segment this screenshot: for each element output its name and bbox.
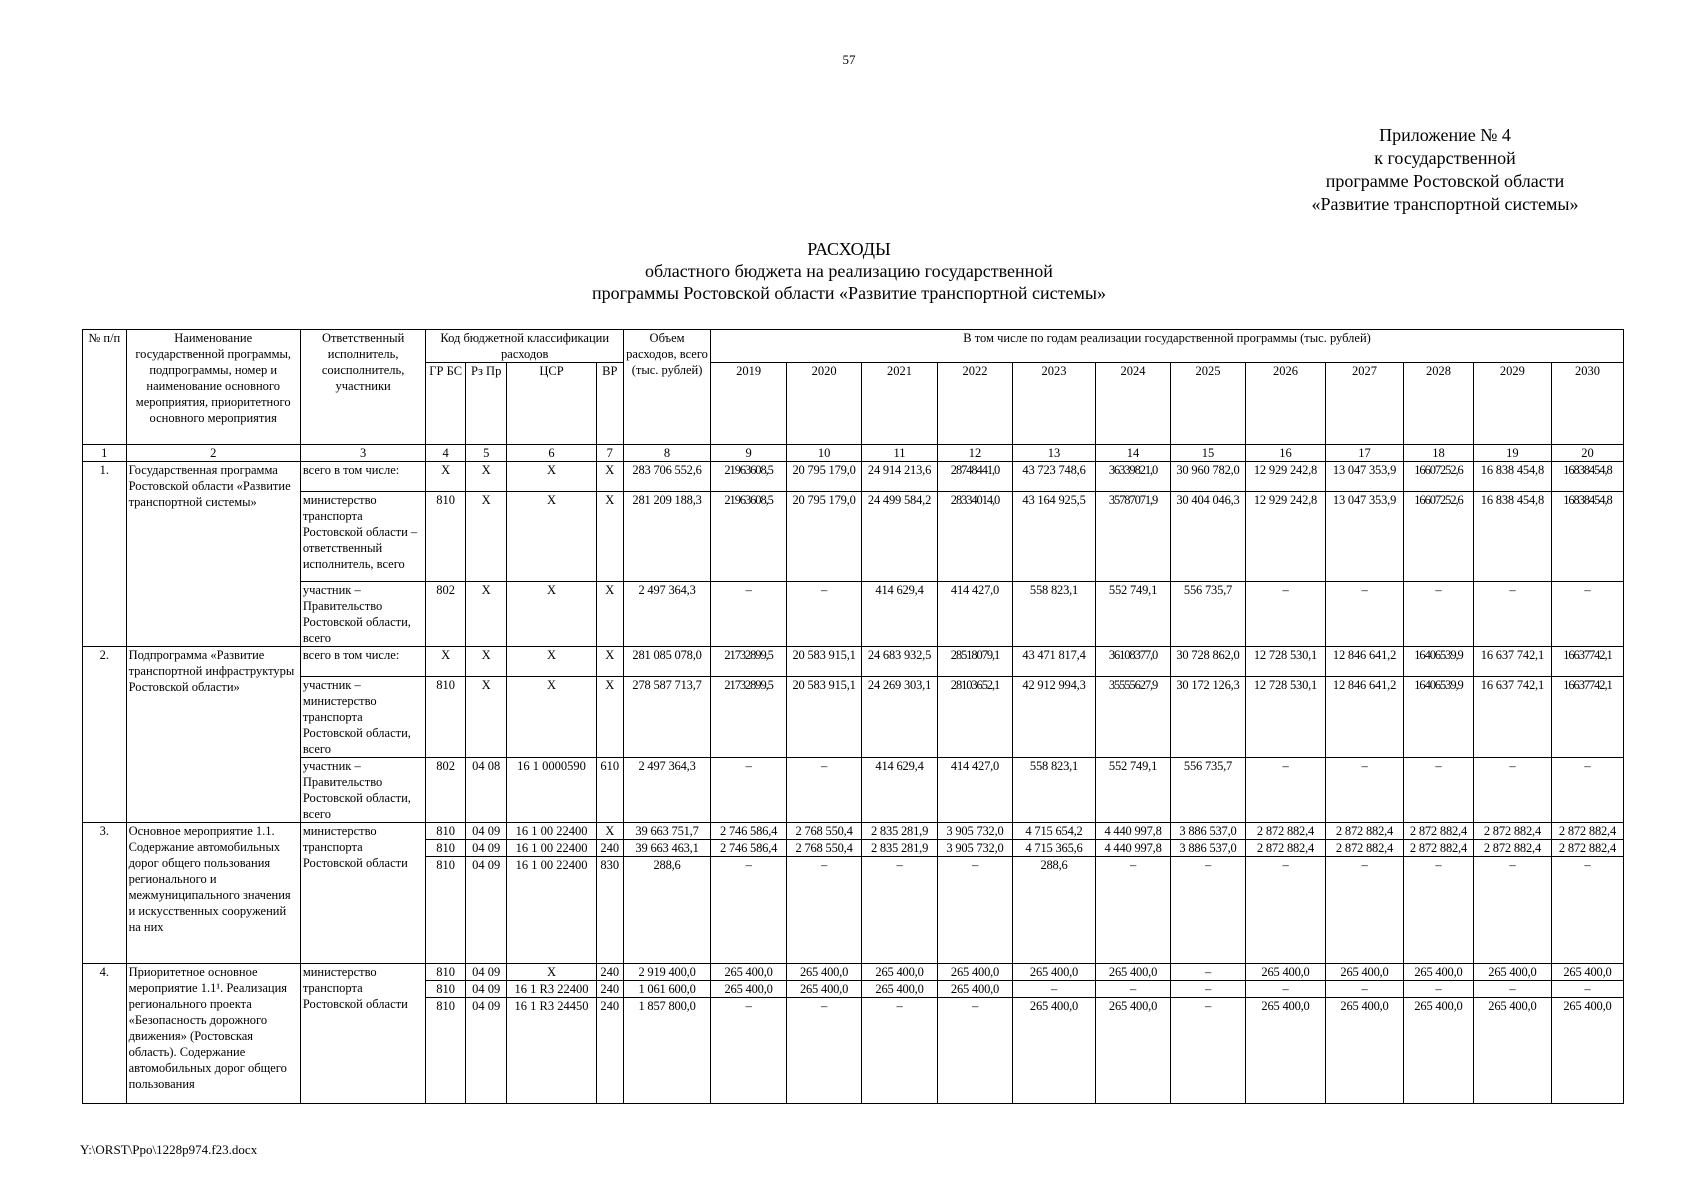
- year-value: 265 400,0: [1404, 998, 1474, 1104]
- total-volume: 39 663 751,7: [623, 823, 710, 840]
- expenses-table: [82, 329, 1624, 1104]
- year-value: 2 872 882,4: [1551, 840, 1623, 857]
- year-value: –: [938, 857, 1013, 964]
- header-executor: Ответственный исполнитель, соисполнитель, участники: [300, 330, 426, 445]
- csr-code: Х: [507, 462, 596, 492]
- csr-code: 16 1 0000590: [507, 758, 596, 823]
- year-value: 12 728 530,1: [1245, 677, 1325, 758]
- year-value: –: [787, 582, 862, 647]
- year-value: 16637742,1: [1551, 647, 1623, 677]
- vr-code: Х: [596, 582, 623, 647]
- row-name: Государственная программа Ростовской области «Развитие транспортной системы»: [126, 462, 300, 647]
- csr-code: 16 1 R3 22400: [507, 981, 596, 998]
- year-value: –: [1096, 981, 1171, 998]
- year-value: –: [1326, 981, 1404, 998]
- year-value: 2 872 882,4: [1326, 840, 1404, 857]
- column-index-cell: 9: [711, 445, 787, 462]
- rzpr-code: 04 08: [465, 758, 507, 823]
- year-value: 265 400,0: [862, 964, 938, 981]
- total-volume: 1 857 800,0: [623, 998, 710, 1104]
- row-name: Подпрограмма «Развитие транспортной инфраструктуры Ростовской области»: [126, 647, 300, 823]
- year-value: 2 835 281,9: [862, 823, 938, 840]
- year-value: 556 735,7: [1171, 582, 1246, 647]
- year-value: 42 912 994,3: [1012, 677, 1095, 758]
- year-value: –: [711, 998, 787, 1104]
- year-value: 30 404 046,3: [1171, 492, 1246, 582]
- year-value: 36108377,0: [1096, 647, 1171, 677]
- total-volume: 281 085 078,0: [623, 647, 710, 677]
- year-value: –: [1245, 758, 1325, 823]
- total-volume: 288,6: [623, 857, 710, 964]
- year-value: 43 723 748,6: [1012, 462, 1095, 492]
- total-volume: 2 497 364,3: [623, 758, 710, 823]
- year-value: –: [938, 998, 1013, 1104]
- year-value: 3 886 537,0: [1171, 823, 1246, 840]
- row-number: 3.: [83, 823, 127, 964]
- year-value: 30 960 782,0: [1171, 462, 1246, 492]
- year-value: 35787071,9: [1096, 492, 1171, 582]
- year-value: 265 400,0: [1012, 964, 1095, 981]
- year-value: –: [1245, 582, 1325, 647]
- grbs-code: 810: [426, 492, 466, 582]
- table-row: [83, 492, 1624, 582]
- year-value: 24 914 213,6: [862, 462, 938, 492]
- year-value: 3 905 732,0: [938, 840, 1013, 857]
- year-value: 28334014,0: [938, 492, 1013, 582]
- year-value: 16838454,8: [1551, 462, 1623, 492]
- year-value: 21963608,5: [711, 492, 787, 582]
- row-executor: всего в том числе:: [300, 647, 426, 677]
- year-value: –: [1171, 857, 1246, 964]
- vr-code: 240: [596, 964, 623, 981]
- year-value: 552 749,1: [1096, 758, 1171, 823]
- year-value: –: [711, 758, 787, 823]
- table-row: [83, 677, 1624, 758]
- year-value: 13 047 353,9: [1326, 492, 1404, 582]
- column-index-cell: 20: [1551, 445, 1623, 462]
- year-value: 265 400,0: [711, 964, 787, 981]
- year-value: 265 400,0: [1551, 998, 1623, 1104]
- column-index-cell: 16: [1245, 445, 1325, 462]
- year-value: 3 905 732,0: [938, 823, 1013, 840]
- year-value: 558 823,1: [1012, 758, 1095, 823]
- column-index-cell: 18: [1404, 445, 1474, 462]
- grbs-code: 810: [426, 981, 466, 998]
- year-value: 414 427,0: [938, 582, 1013, 647]
- column-index-cell: 15: [1171, 445, 1246, 462]
- column-index-cell: 12: [938, 445, 1013, 462]
- year-value: 36339821,0: [1096, 462, 1171, 492]
- year-value: 265 400,0: [938, 981, 1013, 998]
- header-name: Наименование государственной программы, подпрограммы, номер и наименование основного мероприятия, приоритетного основного мероприятия: [126, 330, 300, 445]
- csr-code: 16 1 R3 24450: [507, 998, 596, 1104]
- year-value: 2 746 586,4: [711, 840, 787, 857]
- column-index-cell: 11: [862, 445, 938, 462]
- row-number: 4.: [83, 964, 127, 1104]
- year-value: 265 400,0: [1096, 998, 1171, 1104]
- year-value: 552 749,1: [1096, 582, 1171, 647]
- year-value: –: [862, 998, 938, 1104]
- year-value: –: [711, 857, 787, 964]
- header-year: 2024: [1096, 363, 1171, 445]
- year-value: 16607252,6: [1404, 492, 1474, 582]
- year-value: 16637742,1: [1551, 677, 1623, 758]
- year-value: 265 400,0: [1326, 998, 1404, 1104]
- column-index-cell: 17: [1326, 445, 1404, 462]
- year-value: 265 400,0: [862, 981, 938, 998]
- year-value: 16838454,8: [1551, 492, 1623, 582]
- vr-code: 830: [596, 857, 623, 964]
- csr-code: Х: [507, 677, 596, 758]
- header-year: 2025: [1171, 363, 1246, 445]
- year-value: 13 047 353,9: [1326, 462, 1404, 492]
- vr-code: 240: [596, 840, 623, 857]
- year-value: 265 400,0: [1245, 998, 1325, 1104]
- year-value: 30 728 862,0: [1171, 647, 1246, 677]
- table-row: [83, 582, 1624, 647]
- year-value: –: [787, 998, 862, 1104]
- grbs-code: 810: [426, 823, 466, 840]
- year-value: –: [1473, 981, 1551, 998]
- header-year: 2029: [1473, 363, 1551, 445]
- column-index-cell: 14: [1096, 445, 1171, 462]
- year-value: 265 400,0: [787, 981, 862, 998]
- vr-code: 240: [596, 981, 623, 998]
- year-value: 288,6: [1012, 857, 1095, 964]
- table-row: [83, 647, 1624, 677]
- row-executor: участник – Правительство Ростовской области, всего: [300, 582, 426, 647]
- year-value: 265 400,0: [938, 964, 1013, 981]
- year-value: 265 400,0: [1326, 964, 1404, 981]
- column-index-cell: 5: [465, 445, 507, 462]
- vr-code: Х: [596, 462, 623, 492]
- year-value: –: [1404, 981, 1474, 998]
- rzpr-code: 04 09: [465, 857, 507, 964]
- year-value: 414 427,0: [938, 758, 1013, 823]
- year-value: –: [1326, 857, 1404, 964]
- year-value: 21732899,5: [711, 647, 787, 677]
- year-value: –: [1551, 857, 1623, 964]
- row-executor: участник – министерство транспорта Ростовской области, всего: [300, 677, 426, 758]
- year-value: 12 929 242,8: [1245, 492, 1325, 582]
- year-value: 16 838 454,8: [1473, 462, 1551, 492]
- column-index-cell: 10: [787, 445, 862, 462]
- rzpr-code: Х: [465, 647, 507, 677]
- rzpr-code: 04 09: [465, 998, 507, 1104]
- appendix-line: к государственной: [1374, 148, 1516, 168]
- appendix-note: [1280, 124, 1610, 216]
- csr-code: Х: [507, 647, 596, 677]
- csr-code: 16 1 00 22400: [507, 823, 596, 840]
- vr-code: 610: [596, 758, 623, 823]
- table-row: [83, 462, 1624, 492]
- year-value: 2 872 882,4: [1551, 823, 1623, 840]
- header-grbs: ГР БС: [426, 363, 466, 445]
- title-line: программы Ростовской области «Развитие транспортной системы»: [592, 283, 1106, 303]
- column-index-row: [83, 445, 1624, 462]
- year-value: –: [1245, 857, 1325, 964]
- year-value: 265 400,0: [1473, 998, 1551, 1104]
- year-value: –: [787, 857, 862, 964]
- year-value: 414 629,4: [862, 758, 938, 823]
- total-volume: 2 497 364,3: [623, 582, 710, 647]
- total-volume: 1 061 600,0: [623, 981, 710, 998]
- column-index-cell: 7: [596, 445, 623, 462]
- header-years-group: В том числе по годам реализации государственной программы (тыс. рублей): [711, 330, 1624, 363]
- appendix-line: «Развитие транспортной системы»: [1311, 194, 1579, 214]
- column-index-cell: 4: [426, 445, 466, 462]
- year-value: 4 715 365,6: [1012, 840, 1095, 857]
- row-number: 1.: [83, 462, 127, 647]
- year-value: 30 172 126,3: [1171, 677, 1246, 758]
- year-value: 12 846 641,2: [1326, 677, 1404, 758]
- header-year: 2022: [938, 363, 1013, 445]
- rzpr-code: 04 09: [465, 823, 507, 840]
- year-value: –: [1551, 582, 1623, 647]
- year-value: 265 400,0: [1012, 998, 1095, 1104]
- year-value: 265 400,0: [1245, 964, 1325, 981]
- year-value: 16406539,9: [1404, 677, 1474, 758]
- row-number: 2.: [83, 647, 127, 823]
- year-value: 12 846 641,2: [1326, 647, 1404, 677]
- header-year: 2030: [1551, 363, 1623, 445]
- year-value: 24 269 303,1: [862, 677, 938, 758]
- year-value: 2 768 550,4: [787, 823, 862, 840]
- csr-code: 16 1 00 22400: [507, 857, 596, 964]
- header-volume: Объем расходов, всего (тыс. рублей): [623, 330, 710, 445]
- year-value: 16607252,6: [1404, 462, 1474, 492]
- year-value: –: [1171, 998, 1246, 1104]
- year-value: –: [787, 758, 862, 823]
- year-value: –: [1551, 758, 1623, 823]
- year-value: 265 400,0: [1404, 964, 1474, 981]
- year-value: –: [1326, 758, 1404, 823]
- vr-code: Х: [596, 647, 623, 677]
- row-name: Основное мероприятие 1.1. Содержание автомобильных дорог общего пользования регионального и межмуниципального значения и искусственных сооружений на них: [126, 823, 300, 964]
- column-index-cell: 6: [507, 445, 596, 462]
- vr-code: Х: [596, 823, 623, 840]
- year-value: 16406539,9: [1404, 647, 1474, 677]
- year-value: 20 583 915,1: [787, 677, 862, 758]
- grbs-code: 810: [426, 964, 466, 981]
- header-num: № п/п: [83, 330, 127, 445]
- year-value: 16 637 742,1: [1473, 647, 1551, 677]
- year-value: –: [1404, 758, 1474, 823]
- year-value: 21963608,5: [711, 462, 787, 492]
- year-value: 265 400,0: [711, 981, 787, 998]
- rzpr-code: 04 09: [465, 981, 507, 998]
- vr-code: 240: [596, 998, 623, 1104]
- total-volume: 39 663 463,1: [623, 840, 710, 857]
- appendix-line: Приложение № 4: [1379, 125, 1511, 145]
- column-index-cell: 2: [126, 445, 300, 462]
- year-value: 4 440 997,8: [1096, 840, 1171, 857]
- year-value: 2 872 882,4: [1473, 823, 1551, 840]
- csr-code: Х: [507, 582, 596, 647]
- year-value: 20 795 179,0: [787, 492, 862, 582]
- grbs-code: 810: [426, 998, 466, 1104]
- header-csr: ЦСР: [507, 363, 596, 445]
- header-year: 2023: [1012, 363, 1095, 445]
- column-index-cell: 19: [1473, 445, 1551, 462]
- document-title: [0, 238, 1698, 304]
- year-value: 12 929 242,8: [1245, 462, 1325, 492]
- header-year: 2027: [1326, 363, 1404, 445]
- row-executor: всего в том числе:: [300, 462, 426, 492]
- year-value: –: [1473, 857, 1551, 964]
- grbs-code: 810: [426, 840, 466, 857]
- year-value: 2 872 882,4: [1404, 823, 1474, 840]
- header-vr: ВР: [596, 363, 623, 445]
- table-row: [83, 823, 1624, 840]
- header-year: 2019: [711, 363, 787, 445]
- year-value: 35555627,9: [1096, 677, 1171, 758]
- year-value: 558 823,1: [1012, 582, 1095, 647]
- year-value: 265 400,0: [1551, 964, 1623, 981]
- year-value: –: [1473, 758, 1551, 823]
- total-volume: 278 587 713,7: [623, 677, 710, 758]
- year-value: 24 499 584,2: [862, 492, 938, 582]
- year-value: 20 795 179,0: [787, 462, 862, 492]
- year-value: 20 583 915,1: [787, 647, 862, 677]
- year-value: 265 400,0: [1096, 964, 1171, 981]
- header-year: 2020: [787, 363, 862, 445]
- year-value: 12 728 530,1: [1245, 647, 1325, 677]
- year-value: –: [1245, 981, 1325, 998]
- grbs-code: Х: [426, 462, 466, 492]
- year-value: 43 471 817,4: [1012, 647, 1095, 677]
- grbs-code: 802: [426, 758, 466, 823]
- csr-code: Х: [507, 492, 596, 582]
- row-executor: министерство транспорта Ростовской области – ответственный исполнитель, всего: [300, 492, 426, 582]
- year-value: 2 746 586,4: [711, 823, 787, 840]
- header-year: 2028: [1404, 363, 1474, 445]
- year-value: 21732899,5: [711, 677, 787, 758]
- year-value: 43 164 925,5: [1012, 492, 1095, 582]
- year-value: 16 838 454,8: [1473, 492, 1551, 582]
- header-year: 2021: [862, 363, 938, 445]
- file-path-footer: Y:\ORST\Ppo\1228p974.f23.docx: [80, 1142, 258, 1157]
- column-index-cell: 13: [1012, 445, 1095, 462]
- year-value: 28518079,1: [938, 647, 1013, 677]
- header-year: 2026: [1245, 363, 1325, 445]
- grbs-code: 802: [426, 582, 466, 647]
- year-value: 2 872 882,4: [1245, 840, 1325, 857]
- header-code: Код бюджетной классификации расходов: [426, 330, 624, 363]
- year-value: 2 768 550,4: [787, 840, 862, 857]
- grbs-code: 810: [426, 677, 466, 758]
- grbs-code: Х: [426, 647, 466, 677]
- row-executor: участник – Правительство Ростовской области, всего: [300, 758, 426, 823]
- vr-code: Х: [596, 492, 623, 582]
- year-value: 24 683 932,5: [862, 647, 938, 677]
- year-value: –: [1404, 582, 1474, 647]
- year-value: –: [1012, 981, 1095, 998]
- csr-code: Х: [507, 964, 596, 981]
- csr-code: 16 1 00 22400: [507, 840, 596, 857]
- year-value: –: [862, 857, 938, 964]
- column-index-cell: 1: [83, 445, 127, 462]
- rzpr-code: Х: [465, 582, 507, 647]
- vr-code: Х: [596, 677, 623, 758]
- year-value: 556 735,7: [1171, 758, 1246, 823]
- year-value: –: [1473, 582, 1551, 647]
- total-volume: 2 919 400,0: [623, 964, 710, 981]
- header-rzpr: Рз Пр: [465, 363, 507, 445]
- year-value: 28748441,0: [938, 462, 1013, 492]
- rzpr-code: 04 09: [465, 964, 507, 981]
- year-value: 2 872 882,4: [1404, 840, 1474, 857]
- year-value: –: [1326, 582, 1404, 647]
- year-value: 3 886 537,0: [1171, 840, 1246, 857]
- total-volume: 283 706 552,6: [623, 462, 710, 492]
- year-value: 2 872 882,4: [1245, 823, 1325, 840]
- year-value: 265 400,0: [787, 964, 862, 981]
- title-line: областного бюджета на реализацию государственной: [645, 261, 1053, 281]
- table-row: [83, 964, 1624, 981]
- year-value: 265 400,0: [1473, 964, 1551, 981]
- grbs-code: 810: [426, 857, 466, 964]
- appendix-line: программе Ростовской области: [1325, 171, 1565, 191]
- year-value: –: [1171, 964, 1246, 981]
- rzpr-code: Х: [465, 677, 507, 758]
- total-volume: 281 209 188,3: [623, 492, 710, 582]
- row-executor: министерство транспорта Ростовской области: [300, 964, 426, 1104]
- table-row: [83, 758, 1624, 823]
- year-value: –: [1171, 981, 1246, 998]
- year-value: 2 872 882,4: [1326, 823, 1404, 840]
- row-executor: министерство транспорта Ростовской области: [300, 823, 426, 964]
- year-value: 2 835 281,9: [862, 840, 938, 857]
- column-index-cell: 8: [623, 445, 710, 462]
- year-value: –: [711, 582, 787, 647]
- year-value: 28103652,1: [938, 677, 1013, 758]
- page-number: 57: [842, 52, 856, 67]
- rzpr-code: 04 09: [465, 840, 507, 857]
- year-value: –: [1551, 981, 1623, 998]
- rzpr-code: Х: [465, 462, 507, 492]
- title-line: РАСХОДЫ: [807, 239, 891, 259]
- year-value: 4 715 654,2: [1012, 823, 1095, 840]
- column-index-cell: 3: [300, 445, 426, 462]
- row-name: Приоритетное основное мероприятие 1.1¹. Реализация регионального проекта «Безопасность дорожного движения» (Ростовская область). Содержание автомобильных дорог общего пользования: [126, 964, 300, 1104]
- year-value: 2 872 882,4: [1473, 840, 1551, 857]
- year-value: 16 637 742,1: [1473, 677, 1551, 758]
- rzpr-code: Х: [465, 492, 507, 582]
- year-value: 4 440 997,8: [1096, 823, 1171, 840]
- year-value: –: [1096, 857, 1171, 964]
- year-value: –: [1404, 857, 1474, 964]
- year-value: 414 629,4: [862, 582, 938, 647]
